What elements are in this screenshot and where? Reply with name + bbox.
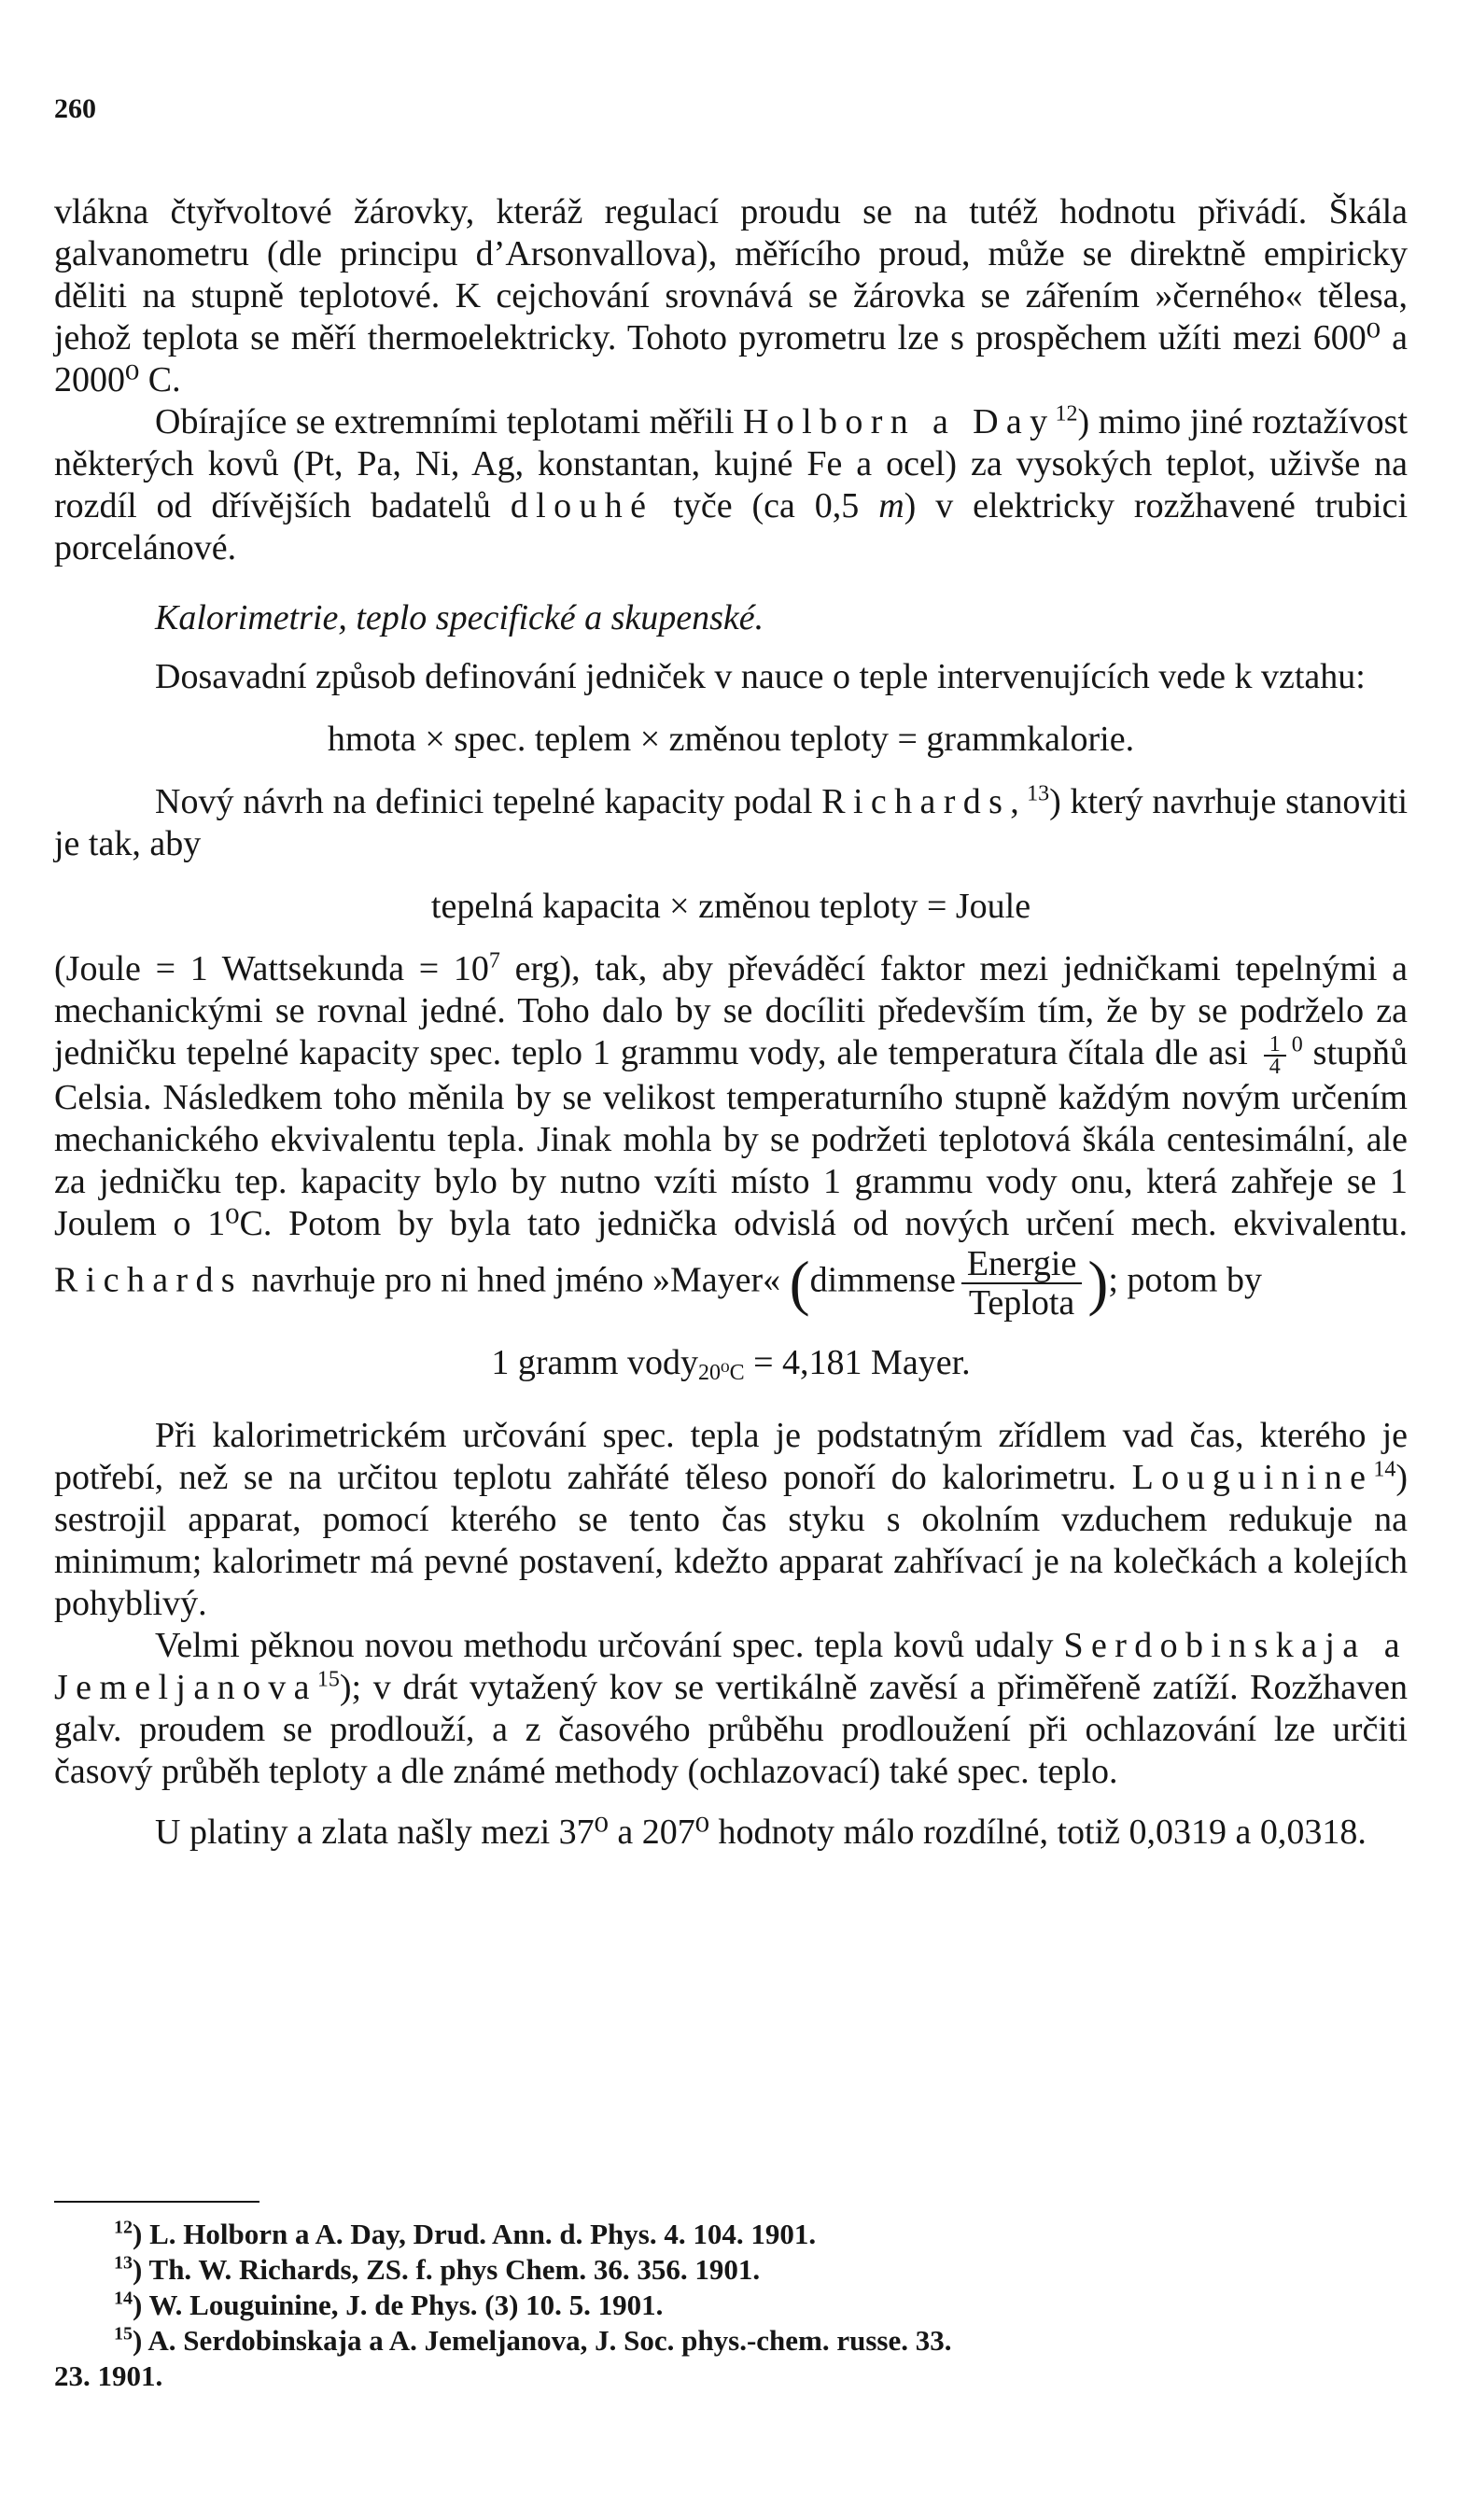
footnote-divider xyxy=(54,2201,259,2203)
emphasis: dlouhé xyxy=(510,486,654,525)
footnote-text: ) L. Holborn a A. Day, Drud. Ann. d. Phys. 4. 104. 1901. xyxy=(133,2218,817,2250)
footnote-number: 12 xyxy=(114,2217,133,2238)
paren-open: ( xyxy=(789,1249,810,1318)
text: ) sestrojil apparat, pomocí kterého se tento čas styku s okolním vzduchem redukuje na minimum; kalorimetr má pevné postavení, kdežto apparat zahřívací je na kolečkách a kolejích pohyblivý. xyxy=(54,1458,1409,1624)
footnote-text: ) Th. W. Richards, ZS. f. phys Chem. 36. 356. 1901. xyxy=(133,2253,761,2286)
text: (Joule = 1 Wattsekunda = 10 xyxy=(54,949,489,988)
paren-close: ) xyxy=(1087,1249,1109,1318)
paragraph-5 xyxy=(54,948,1408,1322)
text: ) který navrhuje stanoviti je tak, aby xyxy=(54,782,1409,863)
degree: 0 xyxy=(1291,1032,1303,1057)
footnote-ref: 12 xyxy=(1055,401,1078,427)
author-name: Serdobinskaja a Jemeljanova xyxy=(54,1626,1409,1708)
text: stupňů Celsia. Následkem toho měnila by se velikost temperaturního stupně každým novým určením mechanického ekvivalentu tepla. Jinak mohla by se podržeti teplotová škála centesimální, ale za jedničku tep. kapacity bylo by nutno vzíti místo 1 grammu vody onu, která zahřeje se 1 Joulem o 1⁰C. Potom by byla tato jednička odvislá od nových určení mech. ekvivalentu. xyxy=(54,1033,1409,1244)
text: 1 gramm vody xyxy=(491,1343,698,1383)
author-name: Holborn a Day xyxy=(742,402,1056,441)
footnote-number: 14 xyxy=(114,2288,133,2309)
text: Obírajíce se extremními teplotami měřili xyxy=(155,402,735,441)
footnote-continuation: 23. 1901. xyxy=(54,2359,163,2392)
footnote xyxy=(54,2252,1408,2288)
text: dimmense xyxy=(809,1261,956,1300)
paragraph-1: vlákna čtyřvoltové žárovky, kteráž regulací proudu se na tutéž hodnotu přivádí. Škála galvanometru (dle principu d’Arsonvallova), měřícího proud, může se direktně empiricky děliti na stupně teplotové. K cejchování srovnává se žárovka se zářením »černého« tělesa, jehož teplota se měří thermoelektricky. Tohoto pyrometru lze s prospěchem užíti mezi 600⁰ a 2000⁰ C. xyxy=(54,192,1408,399)
paragraph-8: U platiny a zlata našly mezi 37⁰ a 207⁰ hodnoty málo rozdílné, totiž 0,0319 a 0,0318. xyxy=(155,1813,1367,1853)
footnote-number: 13 xyxy=(114,2252,133,2274)
dimension-fraction xyxy=(961,1245,1082,1322)
fraction-denominator: 4 xyxy=(1269,1055,1281,1080)
paragraph-6 xyxy=(54,1415,1408,1625)
footnote-text: ) A. Serdobinskaja a A. Jemeljanova, J. Soc. phys.-chem. russe. 33. xyxy=(133,2324,952,2357)
paragraph-2 xyxy=(54,401,1408,569)
unit: m xyxy=(878,486,904,525)
text: ) mimo jiné roztažívost některých kovů (Pt, Pa, Ni, Ag, konstantan, kujné Fe a ocel) za vysokých teplot, uživše na rozdíl od dřívějších badatelů xyxy=(54,402,1409,525)
text: = 4,181 Mayer. xyxy=(753,1343,971,1383)
subscript: 20⁰C xyxy=(697,1361,745,1386)
footnote xyxy=(54,2323,1408,2359)
formula-3 xyxy=(54,1342,1408,1394)
formula-2: tepelná kapacita × změnou teploty = Joule xyxy=(430,887,1031,926)
text: Nový návrh na definici tepelné kapacity podal xyxy=(155,782,813,821)
fraction xyxy=(1264,1032,1286,1080)
text: ; potom by xyxy=(1108,1261,1262,1300)
fraction-numerator: Energie xyxy=(961,1245,1082,1284)
author-name: Richards, xyxy=(821,782,1028,821)
footnote xyxy=(54,2288,1408,2323)
formula-1: hmota × spec. teplem × změnou teploty = grammkalorie. xyxy=(327,720,1135,759)
text: navrhuje pro ni hned jméno »Mayer« xyxy=(251,1261,781,1300)
exponent: 7 xyxy=(488,948,500,973)
footnote-number: 15 xyxy=(114,2323,133,2345)
footnote-text: ) W. Louguinine, J. de Phys. (3) 10. 5. 1901. xyxy=(133,2289,664,2321)
fraction-denominator: Teplota xyxy=(968,1283,1075,1323)
footnote-ref: 13 xyxy=(1027,781,1050,806)
paragraph-4 xyxy=(54,781,1408,865)
footnotes xyxy=(54,2217,1408,2394)
author-name: Louguinine xyxy=(1131,1458,1374,1498)
main-text xyxy=(54,191,1408,1854)
section-heading: Kalorimetrie, teplo specifické a skupenské. xyxy=(155,598,764,637)
footnote xyxy=(54,2217,1408,2252)
text: Velmi pěknou novou methodu určování spec. tepla kovů udaly xyxy=(155,1626,1054,1666)
paragraph-3: Dosavadní způsob definování jedniček v nauce o teple intervenujících vede k vztahu: xyxy=(155,657,1366,696)
text: ); v drát vytažený kov se vertikálně zavěsí a přiměřeně zatíží. Rozžhaven galv. proudem se prodlouží, a z časového průběhu prodloužení při ochlazování lze určiti časový průběh teploty a dle známé methody (ochlazovací) také spec. teplo. xyxy=(54,1668,1408,1792)
footnote-ref: 15 xyxy=(316,1667,340,1692)
page-number: 260 xyxy=(54,93,96,124)
footnote-ref: 14 xyxy=(1373,1457,1396,1482)
author-name: Richards xyxy=(54,1261,243,1300)
text: erg), tak, aby převáděcí faktor mezi jedničkami tepelnými a mechanickými se rovnal jedné. Toho dalo by se docíliti především tím, že by se podrželo za jedničku tepelné kapacity spec. teplo 1 grammu vody, ale temperatura čítala dle asi xyxy=(54,949,1409,1072)
text: Při kalorimetrickém určování spec. tepla je podstatným zřídlem vad čas, kterého je potřebí, než se na určitou teplotu zahřáté těleso ponoří do kalorimetru. xyxy=(54,1416,1408,1498)
text: tyče (ca 0,5 xyxy=(673,486,860,525)
fraction-numerator: 1 xyxy=(1264,1034,1286,1057)
text: ) v elektricky rozžhavené trubici porcelánové. xyxy=(54,486,1409,567)
paragraph-7 xyxy=(54,1625,1408,1793)
